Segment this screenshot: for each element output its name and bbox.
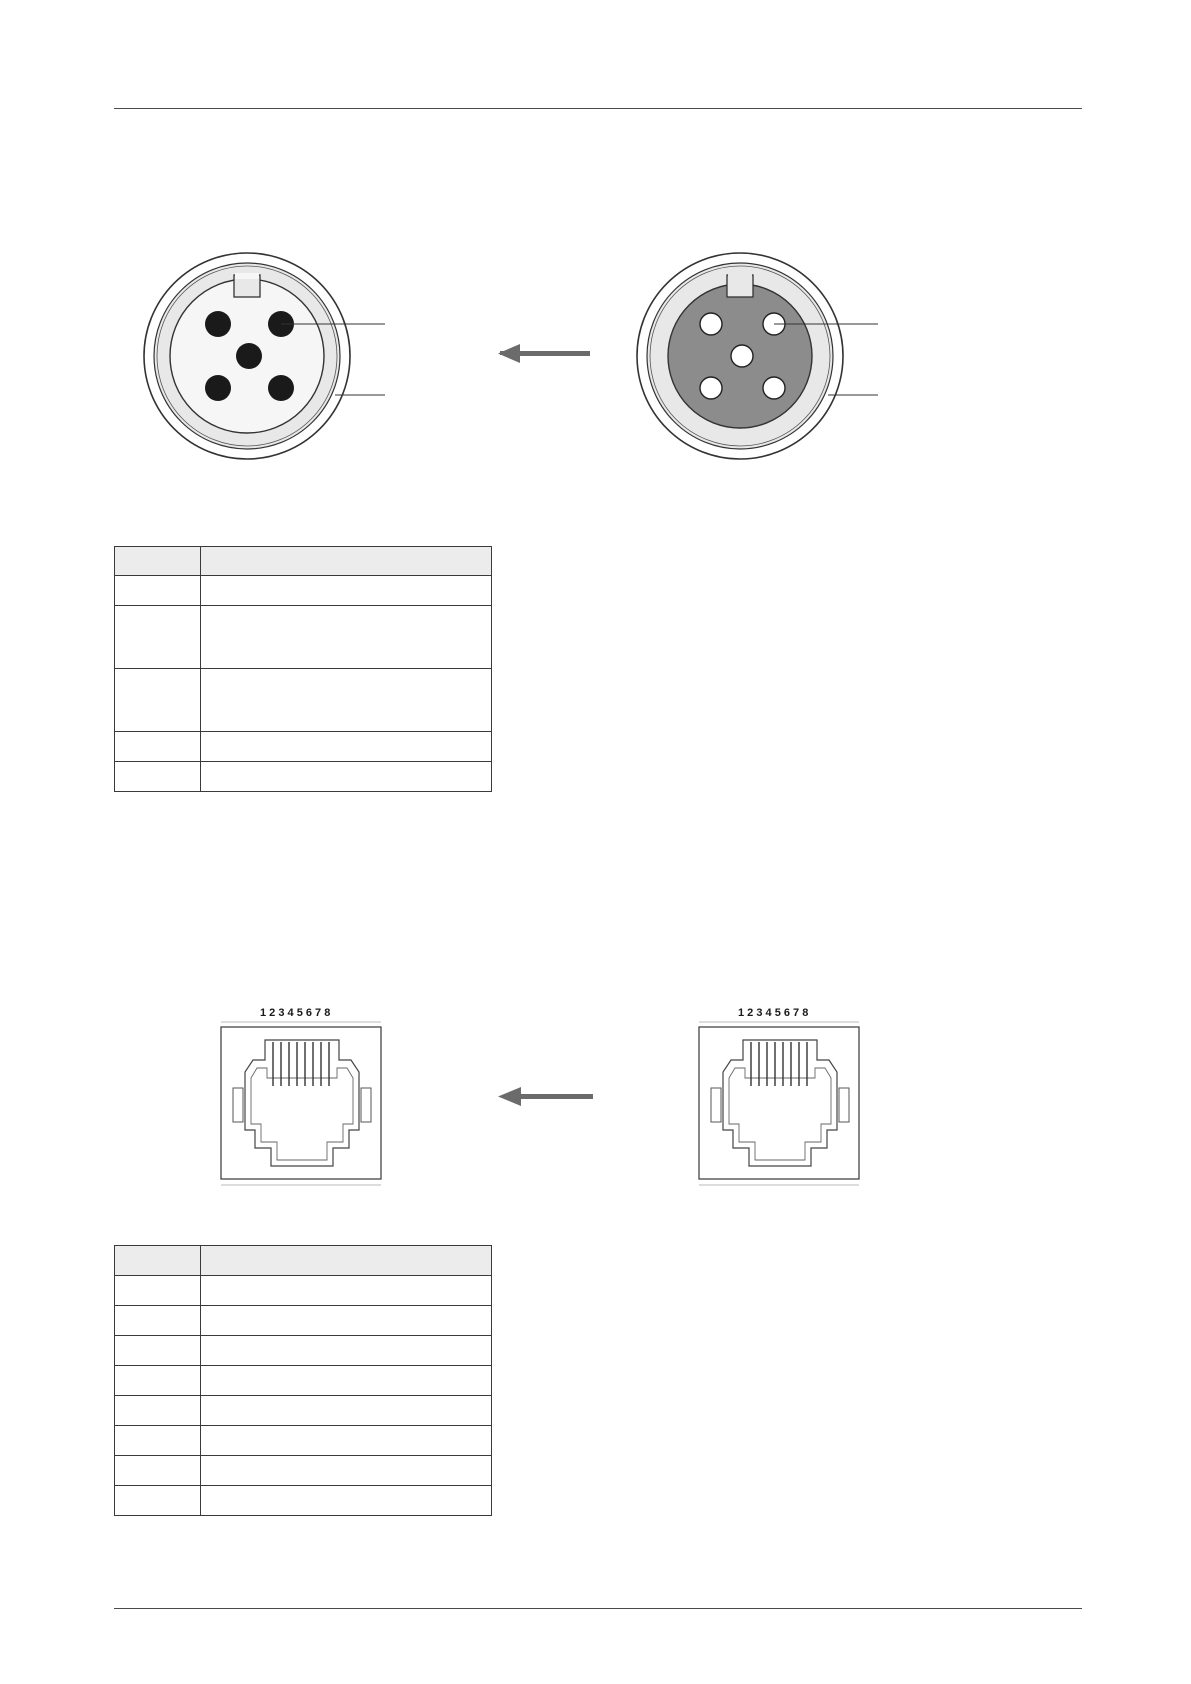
- table-cell: [115, 576, 201, 606]
- table-header-cell: [115, 547, 201, 576]
- table-cell: [115, 762, 201, 792]
- table-row: [115, 1486, 492, 1516]
- table-row: [115, 1276, 492, 1306]
- table-row: [115, 1336, 492, 1366]
- rj45-jack-left: [221, 1007, 381, 1185]
- m12-female-connector: [637, 253, 878, 459]
- rj45-pin-table: [114, 1245, 492, 1516]
- table-cell: [115, 1336, 201, 1366]
- table-header-row: [115, 547, 492, 576]
- table-cell: [115, 732, 201, 762]
- table-row: [115, 606, 492, 669]
- pin-socket: [763, 377, 785, 399]
- pin-number-label: 1 2 3 4 5 6 7 8: [738, 1007, 809, 1019]
- table-cell: [115, 669, 201, 732]
- table-cell: [201, 1306, 492, 1336]
- m12-male-connector: [144, 253, 385, 459]
- table-row: [115, 1306, 492, 1336]
- table-row: [115, 1456, 492, 1486]
- pin-socket: [700, 313, 722, 335]
- table-header-cell: [115, 1246, 201, 1276]
- table-header-cell: [201, 1246, 492, 1276]
- table-row: [115, 576, 492, 606]
- table-cell: [201, 1486, 492, 1516]
- table-cell: [115, 1396, 201, 1426]
- table-row: [115, 1366, 492, 1396]
- table-cell: [201, 576, 492, 606]
- table-cell: [115, 1366, 201, 1396]
- m12-pin-table: [114, 546, 492, 792]
- table-cell: [115, 606, 201, 669]
- pin-dot: [205, 311, 231, 337]
- pin-dot: [268, 375, 294, 401]
- arrow-left-icon: [498, 1087, 593, 1106]
- table-cell: [201, 1396, 492, 1426]
- footer-rule: [114, 1608, 1082, 1609]
- table-row: [115, 1426, 492, 1456]
- rj45-connector-figure: [215, 1000, 865, 1190]
- table-cell: [201, 606, 492, 669]
- table-cell: [115, 1456, 201, 1486]
- table-header-cell: [201, 547, 492, 576]
- arrow-left-icon: [498, 344, 590, 363]
- table-row: [115, 762, 492, 792]
- table-row: [115, 669, 492, 732]
- table-cell: [201, 762, 492, 792]
- table-cell: [201, 669, 492, 732]
- table-cell: [201, 1336, 492, 1366]
- pin-dot: [236, 343, 262, 369]
- rj45-jack-right: [699, 1007, 859, 1185]
- table-header-row: [115, 1246, 492, 1276]
- table-cell: [201, 1366, 492, 1396]
- table-cell: [201, 732, 492, 762]
- table-row: [115, 1396, 492, 1426]
- pin-socket: [731, 345, 753, 367]
- table-cell: [201, 1456, 492, 1486]
- table-cell: [201, 1276, 492, 1306]
- table-row: [115, 732, 492, 762]
- table-cell: [115, 1426, 201, 1456]
- m12-connector-figure: [140, 245, 900, 470]
- table-cell: [115, 1276, 201, 1306]
- pin-number-label: 1 2 3 4 5 6 7 8: [260, 1007, 331, 1019]
- table-cell: [115, 1306, 201, 1336]
- table-cell: [201, 1426, 492, 1456]
- table-cell: [115, 1486, 201, 1516]
- pin-dot: [205, 375, 231, 401]
- pin-socket: [700, 377, 722, 399]
- header-rule: [114, 108, 1082, 109]
